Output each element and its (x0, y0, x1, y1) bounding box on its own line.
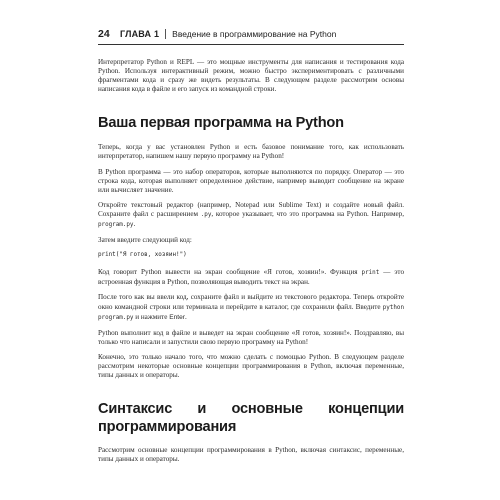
text-run: Откройте текстовый редактор (например, Notepad или Sublime Text) и создайте новый файл. Сохраните файл с расширением (98, 200, 404, 218)
text-run: После того как вы ввели код, сохраните файл и выйдите из текстового редактора. Теперь откройте окно командной строки или терминала и перейдите в каталог, где сохранили файл. Введите (98, 293, 404, 311)
chapter-label: ГЛАВА 1 (120, 29, 160, 39)
file-extension: .py (200, 211, 212, 218)
header-separator (165, 29, 166, 39)
page-body (98, 58, 404, 464)
paragraph (98, 268, 404, 287)
command: python program.py (98, 304, 404, 321)
chapter-title: Введение в программирование на Python (172, 29, 337, 39)
text-run: — это встроенная функция в Python, позволяющая выводить текст на экран. (98, 268, 405, 287)
intro-paragraph: Интерпретатор Python и REPL — это мощные инструменты для написания и тестирования кода Python. Используя интерактивный режим, можно быстро экспериментировать с различными фрагментами кода и сразу же видеть результаты. В следующем разделе рассмотрим основы написания кода в файле и его запуск из командной строки. (98, 58, 404, 94)
paragraph: В Python программа — это набор операторов, которые выполняются по порядку. Оператор — это строка кода, которая выполняет определенное действие, например выводит сообщение на экране или вычисляет значение. (98, 167, 404, 194)
paragraph: Python выполнит код в файле и выведет на экран сообщение «Я готов, хозяин!». Поздравляю, вы только что написали и запустили свою первую программу на Python! (98, 328, 404, 346)
text-run: . (133, 220, 136, 229)
text-run: , которое указывает, что это программа на Python. Например, (211, 209, 404, 218)
text-run: и нажмите (133, 312, 170, 321)
paragraph: Рассмотрим основные концепции программирования в Python, включая синтаксис, переменные, типы данных и операторы. (98, 446, 404, 464)
section-heading-syntax: Синтаксис и основные концепции программирования (98, 401, 404, 436)
section-heading-first-program: Ваша первая программа на Python (98, 115, 344, 132)
paragraph (98, 201, 404, 230)
key-name: Enter (169, 313, 185, 321)
function-name: print (361, 270, 380, 277)
code-listing: print("Я готов, хозяин!") (98, 252, 187, 259)
paragraph (98, 293, 404, 322)
filename: program.py (98, 222, 134, 229)
text-run: Код говорит Python вывести на экран сообщение «Я готов, хозяин!». Функция (98, 268, 362, 277)
paragraph: Конечно, это только начало того, что можно сделать с помощью Python. В следующем разделе рассмотрим некоторые основные концепции программирования в Python, включая переменные, типы данных и операторы. (98, 352, 404, 380)
paragraph: Затем введите следующий код: (98, 236, 192, 245)
running-head (98, 27, 408, 41)
header-rule (98, 44, 404, 45)
paragraph: Теперь, когда у вас установлен Python и есть базовое понимание того, как использовать интерпретатор, напишем нашу первую программу на Python! (98, 143, 404, 161)
text-run: . (184, 312, 187, 321)
page-number: 24 (98, 28, 110, 40)
